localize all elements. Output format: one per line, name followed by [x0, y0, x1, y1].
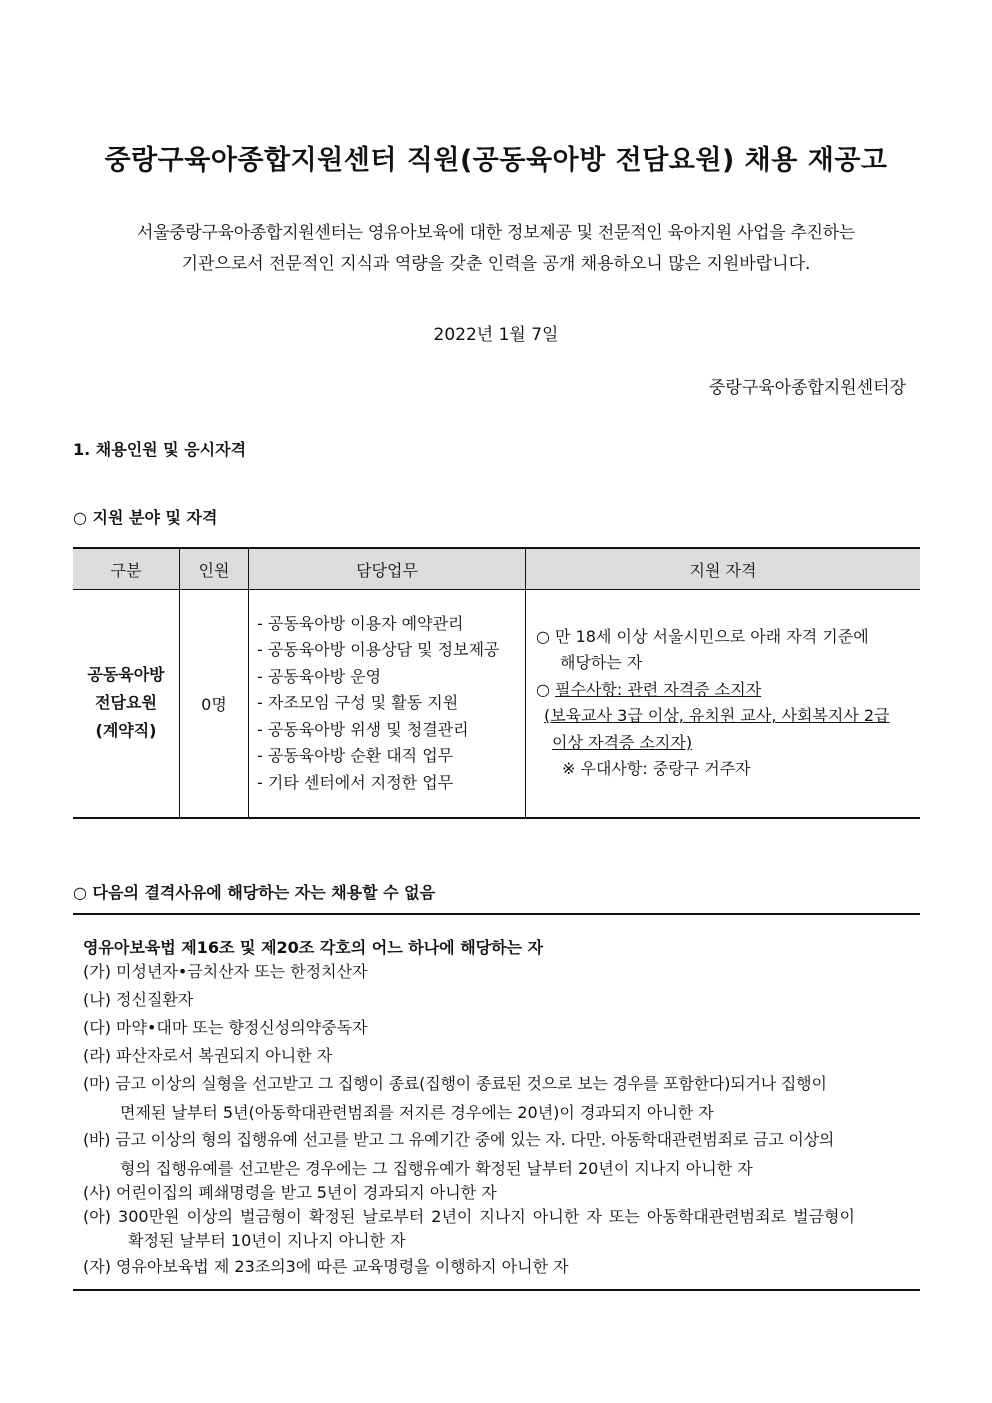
- item-continuation: 형의 집행유예를 선고받은 경우에는 그 집행유예가 확정된 날부터 20년이 지나지 아니한 자: [120, 1159, 753, 1178]
- item-continuation: 면제된 날부터 5년(아동학대관련범죄를 저지른 경우에는 20년)이 경과되지 아니한 자: [120, 1103, 714, 1122]
- list-item: [83, 1179, 913, 1206]
- qual-required: [536, 677, 920, 704]
- item-text: (라) 파산자로서 복권되지 아니한 자: [83, 1046, 333, 1065]
- header-qualification: 지원 자격: [526, 548, 921, 590]
- list-item: [83, 1069, 913, 1127]
- list-item: [83, 958, 913, 985]
- header-duty: 담당업무: [249, 548, 526, 590]
- item-text: (아) 300만원 이상의 벌금형이 확정된 날로부터 2년이 지나지 아니한 자 또는 아동학대관련범죄로 벌금형이: [83, 1207, 855, 1226]
- cell-qualification: [526, 590, 921, 818]
- item-continuation: 확정된 날부터 10년이 지나지 아니한 자: [128, 1231, 406, 1250]
- cell-inwon: 0명: [180, 590, 249, 818]
- duty-item: - 기타 센터에서 지정한 업무: [257, 772, 454, 792]
- gubun-line: 전담요원: [95, 693, 157, 713]
- item-text: (사) 어린이집의 폐쇄명령을 받고 5년이 경과되지 아니한 자: [83, 1183, 497, 1202]
- gubun-line: 공동육아방: [87, 665, 165, 685]
- intro-line: 기관으로서 전문적인 지식과 역량을 갖춘 인력을 공개 채용하오니 많은 지원바랍니다.: [181, 254, 811, 274]
- qual-line: 해당하는 자: [560, 653, 643, 673]
- table-header-row: [73, 548, 920, 590]
- list-item: [83, 986, 913, 1013]
- announcement-date: 2022년 1월 7일: [433, 325, 559, 345]
- item-text: (나) 정신질환자: [83, 990, 194, 1009]
- qual-line: (보육교사 3급 이상, 유치원 교사, 사회복지사 2급: [544, 706, 890, 726]
- item-text: (마) 금고 이상의 실형을 선고받고 그 집행이 종료(집행이 종료된 것으로 보는 경우를 포함한다)되거나 집행이: [83, 1074, 827, 1093]
- list-item: [83, 1014, 913, 1041]
- subsection-heading: ○ 지원 분야 및 자격: [73, 508, 218, 527]
- list-item: [83, 1125, 913, 1183]
- list-item: [83, 1205, 913, 1253]
- item-text: (가) 미성년자•금치산자 또는 한정치산자: [83, 962, 368, 981]
- duty-item: - 공동육아방 위생 및 청결관리: [257, 719, 469, 739]
- page-title: 중랑구육아종합지원센터 직원(공동육아방 전담요원) 채용 재공고: [104, 145, 888, 176]
- qual-line: 이상 자격증 소지자): [552, 732, 693, 752]
- signer: 중랑구육아종합지원센터장: [708, 378, 906, 398]
- qualification-table: [73, 547, 920, 819]
- qual-preferred: ※ 우대사항: 중랑구 거주자: [562, 759, 751, 779]
- item-text: (자) 영유아보육법 제 23조의3에 따른 교육명령을 이행하지 아니한 자: [83, 1257, 569, 1276]
- intro-line: 서울중랑구육아종합지원센터는 영유아보육에 대한 정보제공 및 전문적인 육아지원 사업을 추진하는: [137, 223, 855, 243]
- header-gubun: 구분: [73, 548, 180, 590]
- disqualification-box: [73, 913, 920, 1291]
- qual-required-marker: ○: [536, 679, 556, 699]
- duty-item: - 공동육아방 순환 대직 업무: [257, 746, 454, 765]
- list-item: [83, 1253, 913, 1280]
- list-item: [83, 1042, 913, 1069]
- table-row: [73, 590, 920, 818]
- qual-line-wrap: [536, 730, 920, 757]
- header-inwon: 인원: [180, 548, 249, 590]
- duty-item: - 공동육아방 이용상담 및 정보제공: [257, 640, 500, 659]
- duty-item: - 자조모임 구성 및 활동 지원: [257, 693, 459, 712]
- subsection-heading: ○ 다음의 결격사유에 해당하는 자는 채용할 수 없음: [73, 883, 436, 902]
- qual-required-text: 필수사항: 관련 자격증 소지자: [555, 679, 762, 699]
- section-heading: 1. 채용인원 및 응시자격: [73, 440, 247, 459]
- cell-duties: [249, 590, 526, 818]
- item-text: (다) 마약•대마 또는 향정신성의약중독자: [83, 1018, 368, 1037]
- qual-line: ○ 만 18세 이상 서울시민으로 아래 자격 기준에: [536, 626, 869, 646]
- item-text: (바) 금고 이상의 형의 집행유예 선고를 받고 그 유예기간 중에 있는 자. 다만. 아동학대관련범죄로 금고 이상의: [83, 1130, 835, 1149]
- cell-gubun: [73, 590, 180, 818]
- gubun-line: (계약직): [95, 721, 157, 741]
- duty-item: - 공동육아방 이용자 예약관리: [257, 613, 464, 633]
- disqualification-heading: 영유아보육법 제16조 및 제20조 각호의 어느 하나에 해당하는 자: [83, 938, 544, 957]
- duty-item: - 공동육아방 운영: [257, 666, 382, 686]
- intro-paragraph: [80, 218, 912, 280]
